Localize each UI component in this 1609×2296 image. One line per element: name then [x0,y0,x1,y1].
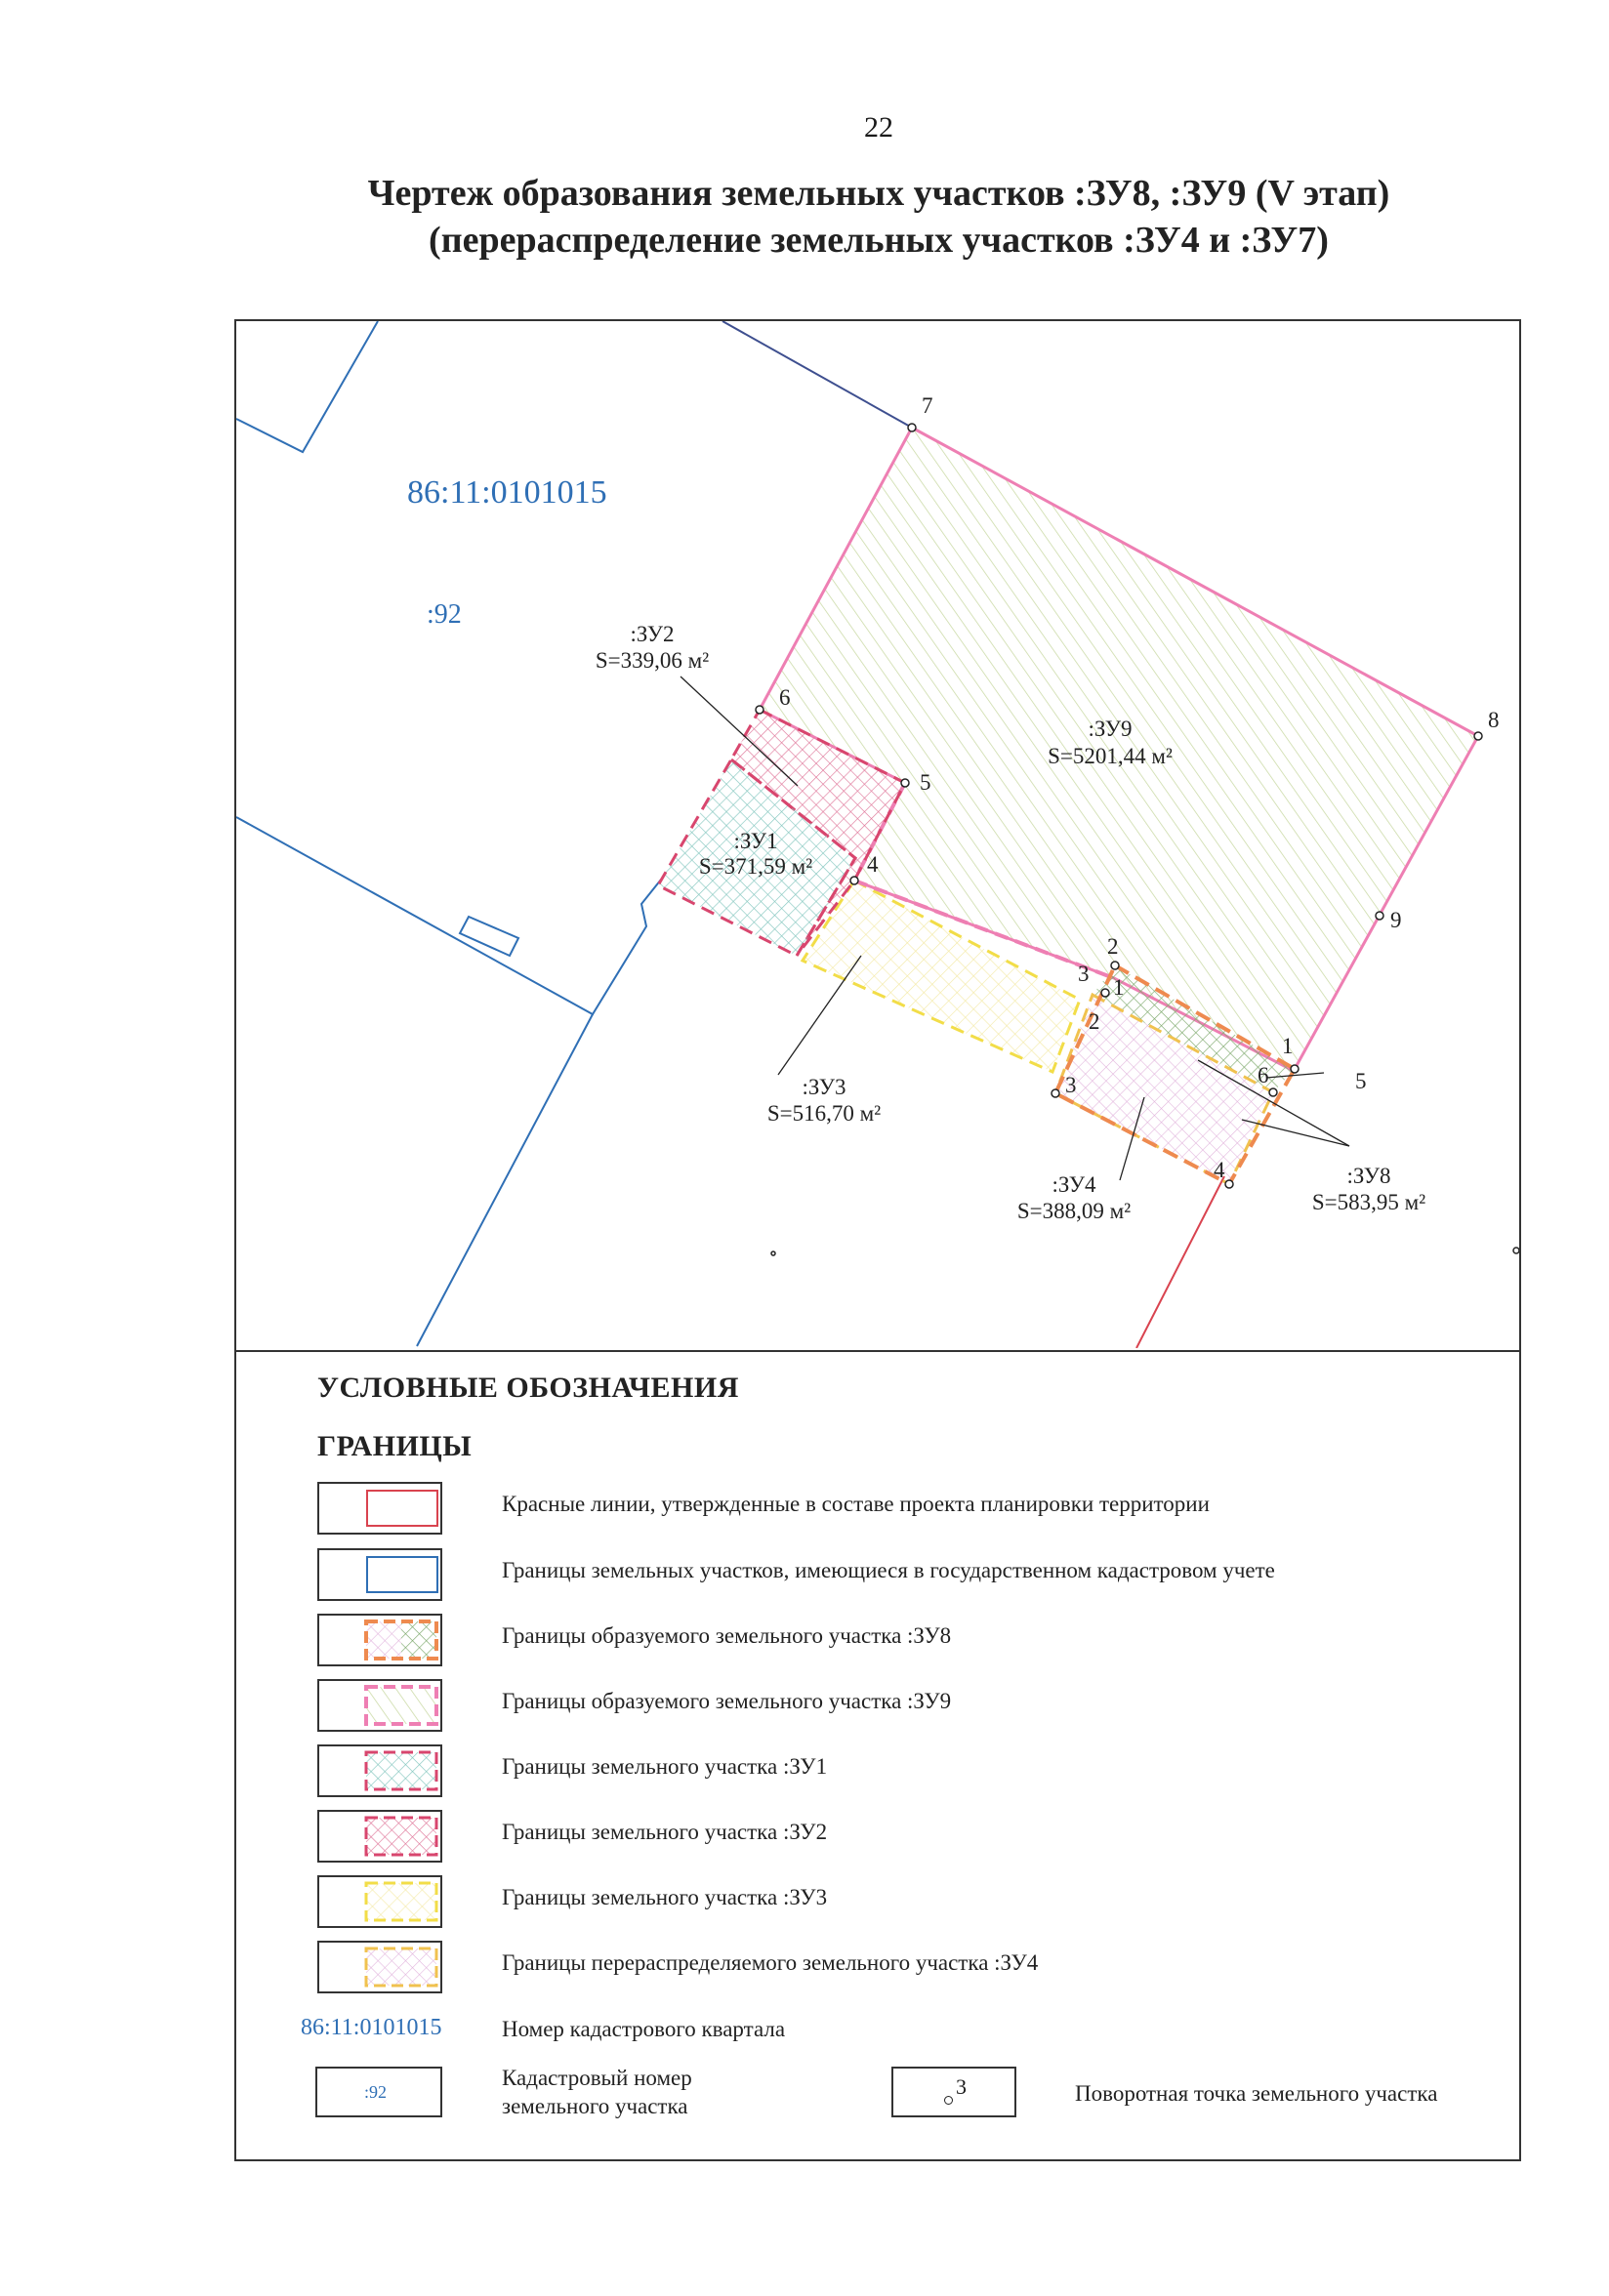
cadastral-map [236,321,1519,1348]
legend-divider [236,1350,1519,1352]
point-label: 3 [1078,962,1090,986]
legend-label: Кадастровый номер [502,2066,692,2090]
cadastral-quarter-label: 86:11:0101015 [407,474,607,511]
point-label: 4 [1214,1158,1225,1182]
zu1-area: S=371,59 м² [698,854,813,879]
point-label: 6 [779,685,791,710]
page-number: 22 [864,111,893,144]
zu4-area: S=388,09 м² [1016,1199,1132,1223]
legend-point-sample [891,2067,1016,2117]
legend-swatch-zu3 [317,1875,442,1928]
point-label: 1 [1113,975,1125,1000]
zu1-id: :ЗУ1 [733,829,778,853]
zu8-area: S=583,95 м² [1311,1190,1426,1214]
legend-label: Границы земельного участка :ЗУ3 [502,1885,828,1909]
legend-swatch-zu1 [317,1744,442,1797]
legend-label: Красные линии, утвержденные в составе проекта планировки территории [502,1492,1210,1516]
legend-swatch-cadastral-boundaries [317,1548,442,1601]
legend-label: Поворотная точка земельного участка [1075,2081,1438,2106]
legend-swatch-zu9 [317,1679,442,1732]
legend-label: земельного участка [502,2094,688,2118]
point-label: 5 [1355,1069,1367,1093]
drawing-title: Чертеж образования земельных участков :ЗУ8, :ЗУ9 (V этап) [367,173,1390,214]
legend-swatch-red-lines [317,1482,442,1535]
neighbor-boundary [722,321,912,428]
legend-parcel-sample [315,2067,442,2117]
legend-label: Границы земельного участка :ЗУ1 [502,1754,828,1779]
legend-label: Границы земельных участков, имеющиеся в государственном кадастровом учете [502,1558,1275,1582]
zu4-id: :ЗУ4 [1052,1172,1096,1197]
legend-parcel-sample-text: :92 [364,2082,388,2102]
zu2-area: S=339,06 м² [595,648,710,673]
point-label: 6 [1258,1063,1269,1087]
legend-label: Границы перераспределяемого земельного участка :ЗУ4 [502,1950,1039,1975]
legend-section-title: ГРАНИЦЫ [317,1430,473,1462]
point-label: 3 [1065,1073,1077,1097]
point-label: 2 [1089,1009,1100,1034]
red-line [1136,1176,1224,1348]
legend-label: Границы образуемого земельного участка :ЗУ8 [502,1623,952,1648]
legend-swatch-zu2 [317,1810,442,1863]
legend-label: Границы образуемого земельного участка :ЗУ9 [502,1689,952,1713]
point-label: 7 [922,393,933,418]
point-label: 9 [1390,908,1402,932]
legend-swatch-zu8 [317,1614,442,1666]
legend-label: Границы земельного участка :ЗУ2 [502,1820,828,1844]
turning-point-icon [944,2096,953,2105]
point-label: 4 [867,852,879,877]
zu9-id: :ЗУ9 [1088,717,1133,741]
zu2-id: :ЗУ2 [630,622,675,646]
zu3-id: :ЗУ3 [802,1075,846,1099]
legend-quarter-sample: 86:11:0101015 [301,2015,442,2040]
point-label: 8 [1488,708,1500,732]
point-label: 1 [1282,1034,1294,1058]
legend-title: УСЛОВНЫЕ ОБОЗНАЧЕНИЯ [317,1372,739,1404]
drawing-subtitle: (перераспределение земельных участков :ЗУ4 и :ЗУ7) [429,220,1329,261]
legend-label: Номер кадастрового квартала [502,2017,786,2041]
parcel-number-label: :92 [427,599,462,630]
zu8-id: :ЗУ8 [1346,1164,1391,1188]
zu3-area: S=516,70 м² [766,1101,882,1126]
zu9-area: S=5201,44 м² [1048,744,1173,768]
legend-point-sample-text: 3 [956,2074,967,2099]
point-label: 5 [920,770,931,795]
legend-swatch-zu4 [317,1941,442,1993]
point-label: 2 [1107,934,1119,959]
